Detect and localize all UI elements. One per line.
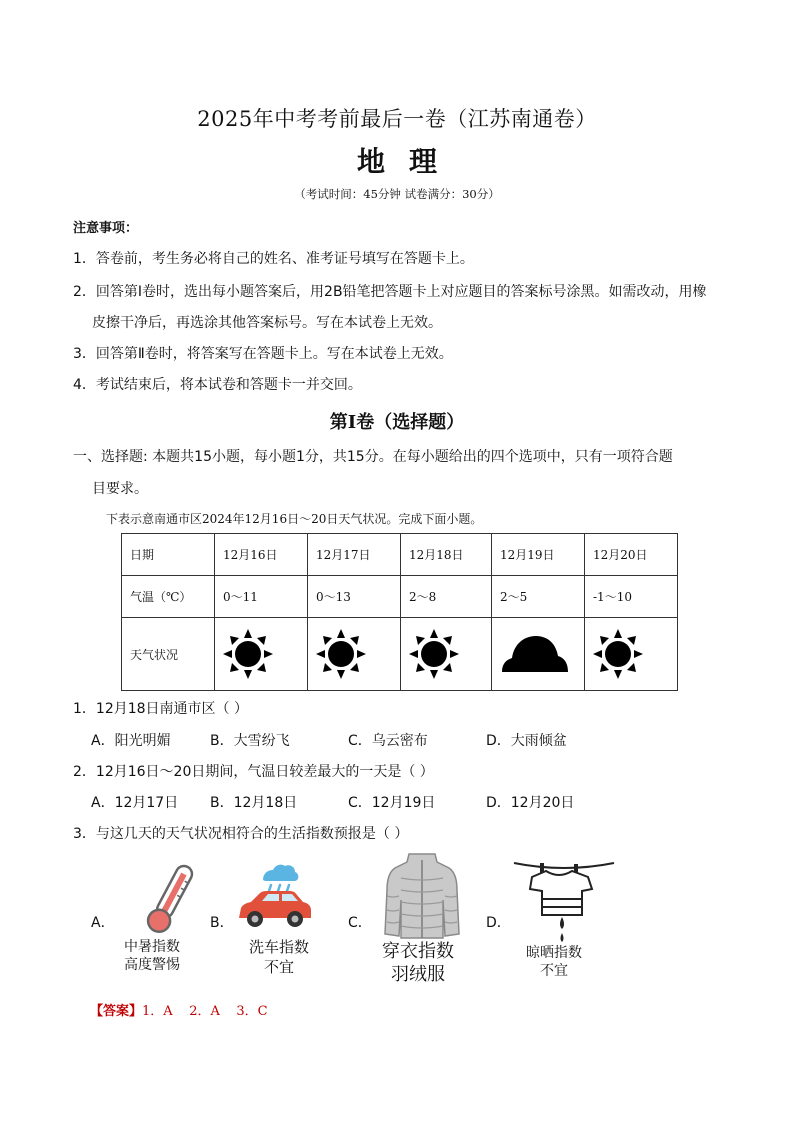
q2-option-b: B．12月18日 <box>210 795 298 811</box>
section-instruction: 一、选择题: 本题共15小题，每小题1分，共15分。在每小题给出的四个选项中，只有一项符合题 <box>73 449 673 465</box>
caption-line: 洗车指数 <box>248 938 309 956</box>
caption-line: 晾晒指数 <box>526 945 582 961</box>
car-wash-icon <box>233 862 315 938</box>
question-1-stem: 1．12月18日南通市区（ ） <box>73 701 248 717</box>
caption-clothing <box>368 940 468 987</box>
q1-option-d: D．大雨倾盆 <box>486 733 567 749</box>
notice-item-1: 1．答卷前，考生务必将自己的姓名、准考证号填写在答题卡上。 <box>73 251 474 267</box>
table-row <box>122 576 678 618</box>
sun-icon <box>409 629 459 679</box>
temp-cell: 2～8 <box>401 576 492 618</box>
answer-text: 1．A 2．A 3．C <box>142 1004 268 1019</box>
weather-cell <box>492 618 585 691</box>
section-instruction-cont: 目要求。 <box>92 481 148 497</box>
exam-info: （考试时间：45分钟 试卷满分：30分） <box>294 187 500 201</box>
date-cell: 12月19日 <box>492 534 585 576</box>
cloud-icon <box>500 634 570 674</box>
row-label-weather: 天气状况 <box>122 618 215 691</box>
notice-item-2: 2．回答第Ⅰ卷时，选出每小题答案后，用2B铅笔把答题卡上对应题目的答案标号涂黑。如需改动，用橡 <box>73 284 707 300</box>
q3-option-b: B． <box>210 915 234 931</box>
q3-option-a: A． <box>91 915 115 931</box>
q1-option-c: C．乌云密布 <box>348 733 428 749</box>
caption-line: 不宜 <box>263 957 294 976</box>
question-3-stem: 3．与这几天的天气状况相符合的生活指数预报是（ ） <box>73 826 409 842</box>
down-jacket-icon <box>383 850 461 940</box>
answer-label: 【答案】 <box>90 1004 143 1019</box>
date-cell: 12月18日 <box>401 534 492 576</box>
notice-item-4: 4．考试结束后，将本试卷和答题卡一并交回。 <box>73 377 362 393</box>
question-2-stem: 2．12月16日～20日期间，气温日较差最大的一天是（ ） <box>73 764 434 780</box>
weather-table <box>121 533 678 691</box>
weather-cell <box>308 618 401 691</box>
date-cell: 12月17日 <box>308 534 401 576</box>
notice-item-3: 3．回答第Ⅱ卷时，将答案写在答题卡上。写在本试卷上无效。 <box>73 346 453 362</box>
temp-cell: 2～5 <box>492 576 585 618</box>
q1-option-a: A．阳光明媚 <box>91 733 171 749</box>
thermometer-icon <box>138 860 200 938</box>
q1-option-b: B．大雪纷飞 <box>210 733 290 749</box>
notice-item-2-cont: 皮擦干净后，再选涂其他答案标号。写在本试卷上无效。 <box>92 315 442 331</box>
temp-cell: 0～13 <box>308 576 401 618</box>
q2-option-d: D．12月20日 <box>486 795 575 811</box>
caption-line: 中暑指数 <box>124 939 180 955</box>
row-label-date: 日期 <box>122 534 215 576</box>
caption-line: 高度警惕 <box>124 957 180 974</box>
caption-carwash <box>238 938 320 977</box>
caption-line: 穿衣指数 <box>382 941 454 962</box>
clothes-drying-icon <box>512 855 616 945</box>
q2-option-a: A．12月17日 <box>91 795 179 811</box>
caption-line: 不宜 <box>540 963 568 980</box>
answer-line <box>90 1000 268 1019</box>
paper-title: 2025年中考考前最后一卷（江苏南通卷） <box>197 107 597 131</box>
subject-title: 地理 <box>356 145 461 178</box>
q3-option-d: D． <box>486 915 511 931</box>
weather-cell <box>585 618 678 691</box>
weather-cell <box>401 618 492 691</box>
sun-icon <box>593 629 643 679</box>
caption-heatstroke <box>110 938 194 974</box>
table-row <box>122 618 678 691</box>
caption-drying <box>514 944 594 980</box>
q3-option-c: C． <box>348 915 372 931</box>
table-row <box>122 534 678 576</box>
date-cell: 12月20日 <box>585 534 678 576</box>
date-cell: 12月16日 <box>215 534 308 576</box>
row-label-temp: 气温（℃） <box>122 576 215 618</box>
notice-heading: 注意事项： <box>73 221 139 236</box>
section-title: 第Ⅰ卷（选择题） <box>329 412 465 433</box>
weather-cell <box>215 618 308 691</box>
table-intro: 下表示意南通市区2024年12月16日～20日天气状况。完成下面小题。 <box>106 512 483 526</box>
temp-cell: -1～10 <box>585 576 678 618</box>
caption-line: 羽绒服 <box>391 964 445 986</box>
q2-option-c: C．12月19日 <box>348 795 436 811</box>
sun-icon <box>316 629 366 679</box>
temp-cell: 0～11 <box>215 576 308 618</box>
sun-icon <box>223 629 273 679</box>
